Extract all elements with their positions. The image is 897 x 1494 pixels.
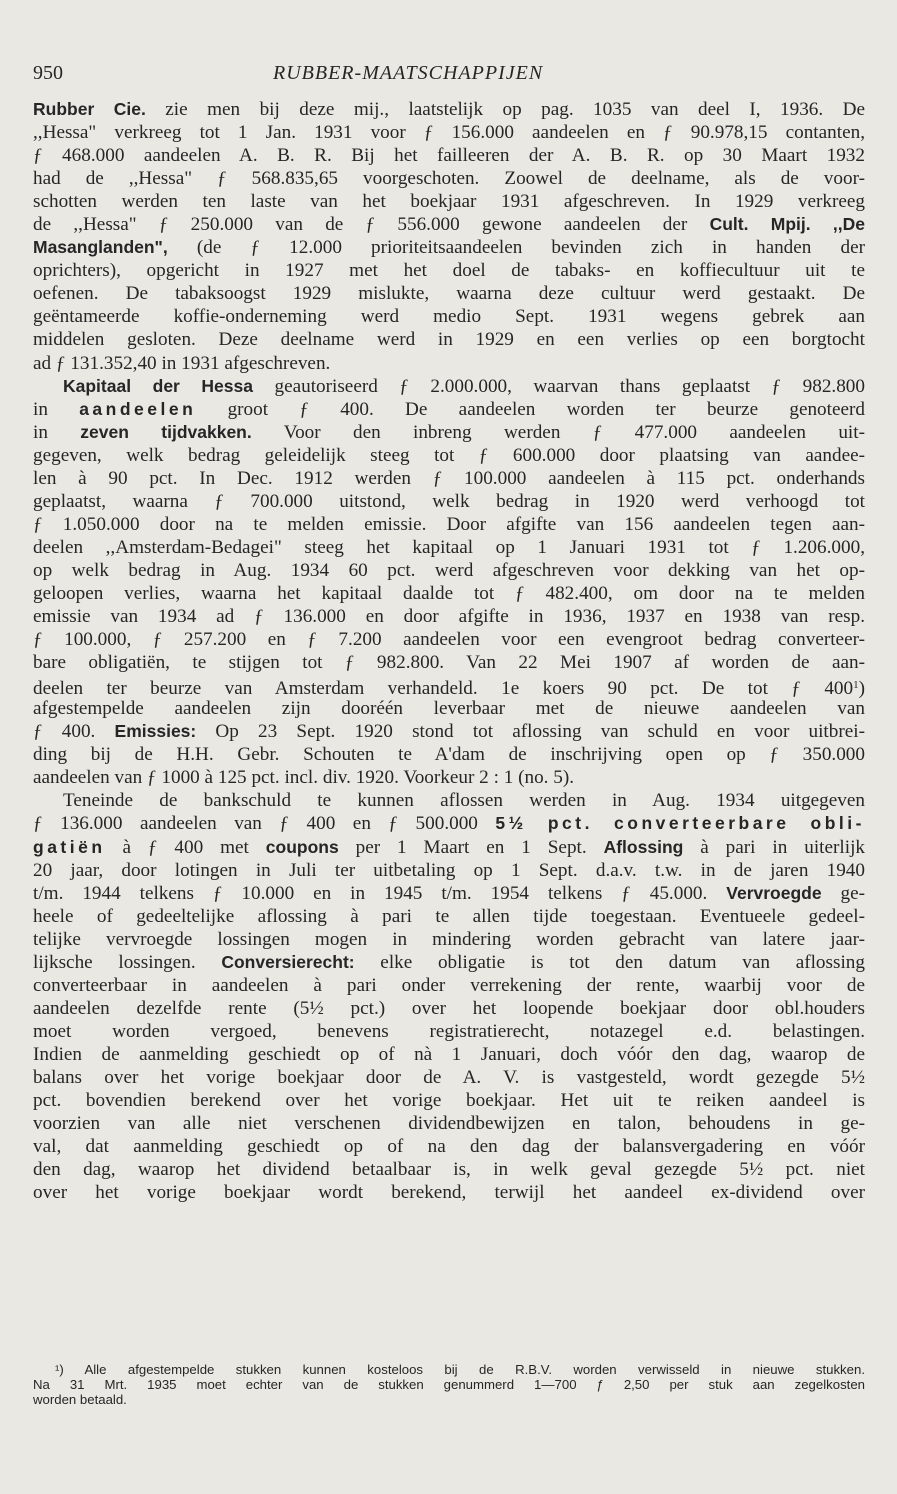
footnote-line: ¹) Alle afgestempelde stukken kunnen kosteloos bij de R.B.V. worden verwisseld in nieuwe stukken. — [55, 1362, 865, 1377]
text-run: voorzien van alle niet verschenen dividendbewijzen en talon, behoudens in ge- — [33, 1113, 865, 1135]
text-run: geautoriseerd ƒ 2.000.000, waarvan thans geplaatst ƒ 982.800 — [252, 375, 865, 397]
text-line — [33, 144, 865, 167]
text-line — [33, 651, 865, 674]
text-line — [33, 1089, 865, 1112]
text-line — [33, 720, 865, 743]
bold-term: 5½ pct. converteerbare obli- — [495, 813, 865, 834]
text-run: ge- — [821, 882, 866, 904]
running-title: RUBBER-MAATSCHAPPIJEN — [273, 62, 544, 84]
text-line — [33, 605, 865, 628]
text-line — [33, 282, 865, 305]
text-run: op welk bedrag in Aug. 1934 60 pct. werd afgeschreven voor dekking van het op- — [33, 559, 865, 581]
bold-term: Rubber Cie. — [33, 99, 146, 119]
text-run: telijke vervroegde lossingen mogen in mindering worden gebracht van latere jaar- — [33, 928, 865, 950]
text-line — [33, 213, 865, 236]
text-run: heele of gedeeltelijke aflossing à pari te allen tijde toegestaan. Eventueele gedeel- — [33, 905, 865, 927]
bold-term: Aflossing — [603, 836, 684, 857]
text-run: de ,,Hessa" ƒ 250.000 van de ƒ 556.000 gewone aandeelen der — [33, 214, 710, 236]
text-line — [33, 259, 865, 282]
text-run: Indien de aanmelding geschiedt op of nà 1 Januari, doch vóór den dag, waarop de — [33, 1043, 865, 1065]
text-run: aandeelen dezelfde rente (5½ pct.) over het loopende boekjaar door obl.houders — [33, 997, 865, 1019]
text-line — [33, 536, 865, 559]
text-run: geëntameerde koffie-onderneming werd medio Sept. 1931 wegens gebrek aan — [33, 306, 865, 328]
page-number: 950 — [33, 62, 63, 84]
text-line — [33, 444, 865, 467]
text-line — [33, 1043, 865, 1066]
text-line — [33, 697, 865, 720]
body-text — [33, 98, 865, 1204]
text-run: had de ,,Hessa" ƒ 568.835,65 voorgeschoten. Zoowel de deelname, als de voor- — [33, 168, 865, 190]
text-line — [33, 743, 865, 766]
text-run: in — [33, 398, 80, 420]
text-line — [33, 421, 865, 444]
text-run: ƒ 100.000, ƒ 257.200 en ƒ 7.200 aandeelen voor een evengroot bedrag converteer- — [33, 629, 865, 651]
text-run: per 1 Maart en 1 Sept. — [338, 836, 604, 858]
bold-term: Masanglanden", — [33, 237, 168, 258]
text-line — [33, 582, 865, 605]
text-run: geplaatst, waarna ƒ 700.000 uitstond, welk bedrag in 1920 werd verhoogd tot — [33, 490, 865, 512]
text-line — [33, 997, 865, 1020]
text-line — [33, 513, 865, 536]
text-run: ding bij de H.H. Gebr. Schouten te A'dam de inschrijving open op ƒ 350.000 — [33, 744, 865, 766]
text-run: len à 90 pct. In Dec. 1912 werden ƒ 100.000 aandeelen à 115 pct. onderhands — [33, 467, 865, 489]
text-line — [33, 328, 865, 351]
text-run: 20 jaar, door lotingen in Juli ter uitbetaling op 1 Sept. d.a.v. t.w. in de jaren 1940 — [33, 859, 865, 881]
text-line — [33, 1020, 865, 1043]
text-run: geloopen verlies, waarna het kapitaal daalde tot ƒ 482.400, om door na te melden — [33, 582, 865, 604]
text-run: t/m. 1944 telkens ƒ 10.000 en in 1945 t/m. 1954 telkens ƒ 45.000. — [33, 882, 727, 904]
text-line — [33, 98, 865, 121]
text-line — [33, 1181, 865, 1204]
text-line — [33, 928, 865, 951]
text-run: pct. bovendien berekend over het vorige boekjaar. Het uit te reiken aandeel is — [33, 1090, 865, 1112]
text-run: ad ƒ 131.352,40 in 1931 afgeschreven. — [33, 352, 331, 374]
text-run: à pari in uiterlijk — [683, 836, 865, 858]
text-run: ƒ 1.050.000 door na te melden emissie. Door afgifte van 156 aandeelen tegen aan- — [33, 513, 865, 535]
text-line — [33, 1066, 865, 1089]
text-run: gegeven, welk bedrag geleidelijk steeg tot ƒ 600.000 door plaatsing van aandee- — [33, 444, 865, 466]
text-line — [33, 398, 865, 421]
text-run: balans over het vorige boekjaar door de A. V. is vastgesteld, wordt gezegde 5½ — [33, 1066, 865, 1088]
text-line — [33, 859, 865, 882]
footnote-line: worden betaald. — [33, 1392, 127, 1408]
text-line — [33, 905, 865, 928]
text-run: deelen ter beurze van Amsterdam verhandeld. 1e koers 90 pct. De tot ƒ 400 — [33, 678, 854, 700]
text-run: den dag, waarop het dividend betaalbaar is, in welk geval gezegde 5½ pct. niet — [33, 1159, 865, 1181]
text-line — [33, 375, 865, 398]
text-run: schotten werden ten laste van het boekjaar 1931 afgeschreven. In 1929 verkreeg — [33, 191, 865, 213]
text-line — [33, 305, 865, 328]
text-line — [33, 766, 865, 789]
text-run: ƒ 400. — [33, 721, 115, 743]
text-run: deelen ,,Amsterdam-Bedagei" steeg het kapitaal op 1 Januari 1931 tot ƒ 1.206.000, — [33, 536, 865, 558]
text-run: zie men bij deze mij., laatstelijk op pag. 1035 van deel I, 1936. De — [145, 99, 865, 120]
text-run: middelen gesloten. Deze deelname werd in 1929 en een verlies op een borgtocht — [33, 329, 865, 351]
text-line — [33, 951, 865, 974]
text-line — [33, 789, 865, 812]
text-run: à ƒ 400 met — [105, 836, 266, 858]
text-line — [33, 1135, 865, 1158]
text-line — [33, 628, 865, 651]
text-run: moet worden vergoed, benevens registratierecht, notazegel e.d. belastingen. — [33, 1020, 865, 1042]
bold-term: Kapitaal der Hessa — [63, 375, 253, 396]
footnote-line: Na 31 Mrt. 1935 moet echter van de stukken genummerd 1—700 ƒ 2,50 per stuk aan zegelkosten — [33, 1377, 865, 1393]
text-line — [33, 352, 865, 375]
bold-term: aandeelen — [79, 398, 197, 419]
text-run: afgestempelde aandeelen zijn dooréén leverbaar met de nieuwe aandeelen van — [33, 698, 865, 720]
bold-term: Cult. Mpij. ,,De — [709, 214, 865, 235]
text-run: in — [33, 421, 81, 443]
text-run: Voor den inbreng werden ƒ 477.000 aandeelen uit- — [251, 421, 865, 443]
text-run: ƒ 468.000 aandeelen A. B. R. Bij het failleeren der A. B. R. op 30 Maart 1932 — [33, 145, 865, 167]
bold-term: gatiën — [33, 836, 106, 857]
text-line — [33, 559, 865, 582]
text-line — [33, 167, 865, 190]
text-run: Op 23 Sept. 1920 stond tot aflossing van schuld en voor uitbrei- — [196, 721, 865, 743]
text-line — [33, 190, 865, 213]
text-run: val, dat aanmelding geschiedt op of na den dag der balansvergadering en vóór — [33, 1136, 865, 1158]
text-line — [33, 674, 865, 700]
page-header — [33, 62, 865, 88]
text-run: groot ƒ 400. De aandeelen worden ter beurze genoteerd — [196, 398, 865, 420]
text-run: aandeelen van ƒ 1000 à 125 pct. incl. div. 1920. Voorkeur 2 : 1 (no. 5). — [33, 767, 575, 789]
bold-term: Vervroegde — [726, 882, 822, 903]
text-line — [33, 236, 865, 259]
text-run: Teneinde de bankschuld te kunnen aflossen werden in Aug. 1934 uitgegeven — [63, 790, 865, 812]
footnotes — [33, 1362, 865, 1408]
text-run: emissie van 1934 ad ƒ 136.000 en door afgifte in 1936, 1937 en 1938 van resp. — [33, 606, 865, 628]
text-run: oefenen. De tabaksoogst 1929 mislukte, waarna deze cultuur werd gestaakt. De — [33, 283, 865, 305]
text-run: bare obligatiën, te stijgen tot ƒ 982.800. Van 22 Mei 1907 af worden de aan- — [33, 652, 865, 674]
footnote-ref: 1 — [853, 679, 859, 692]
text-run: converteerbaar in aandeelen à pari onder verrekening der rente, waarbij voor de — [33, 974, 865, 996]
text-line — [33, 467, 865, 490]
text-line — [33, 490, 865, 513]
text-line — [33, 1158, 865, 1181]
text-run: ,,Hessa" verkreeg tot 1 Jan. 1931 voor ƒ 156.000 aandeelen en ƒ 90.978,15 contanten, — [33, 122, 865, 144]
text-run: elke obligatie is tot den datum van aflossing — [354, 951, 865, 973]
text-run: over het vorige boekjaar wordt berekend, terwijl het aandeel ex-dividend over — [33, 1182, 865, 1204]
text-run: (de ƒ 12.000 prioriteitsaandeelen bevinden zich in handen der — [167, 237, 865, 259]
text-line — [33, 974, 865, 997]
text-line — [33, 121, 865, 144]
text-line — [33, 882, 865, 905]
text-line — [33, 836, 865, 859]
text-run: lijksche lossingen. — [33, 951, 222, 973]
bold-term: Emissies: — [114, 721, 197, 742]
text-run: ) — [858, 678, 865, 700]
text-line — [33, 1112, 865, 1135]
text-line — [33, 812, 865, 835]
text-run: oprichters), opgericht in 1927 met het doel de tabaks- en koffiecultuur uit te — [33, 260, 865, 282]
bold-term: coupons — [265, 836, 339, 857]
bold-term: Conversierecht: — [221, 951, 355, 972]
bold-term: zeven tijdvakken. — [80, 421, 252, 442]
text-run: ƒ 136.000 aandeelen van ƒ 400 en ƒ 500.000 — [33, 813, 496, 835]
